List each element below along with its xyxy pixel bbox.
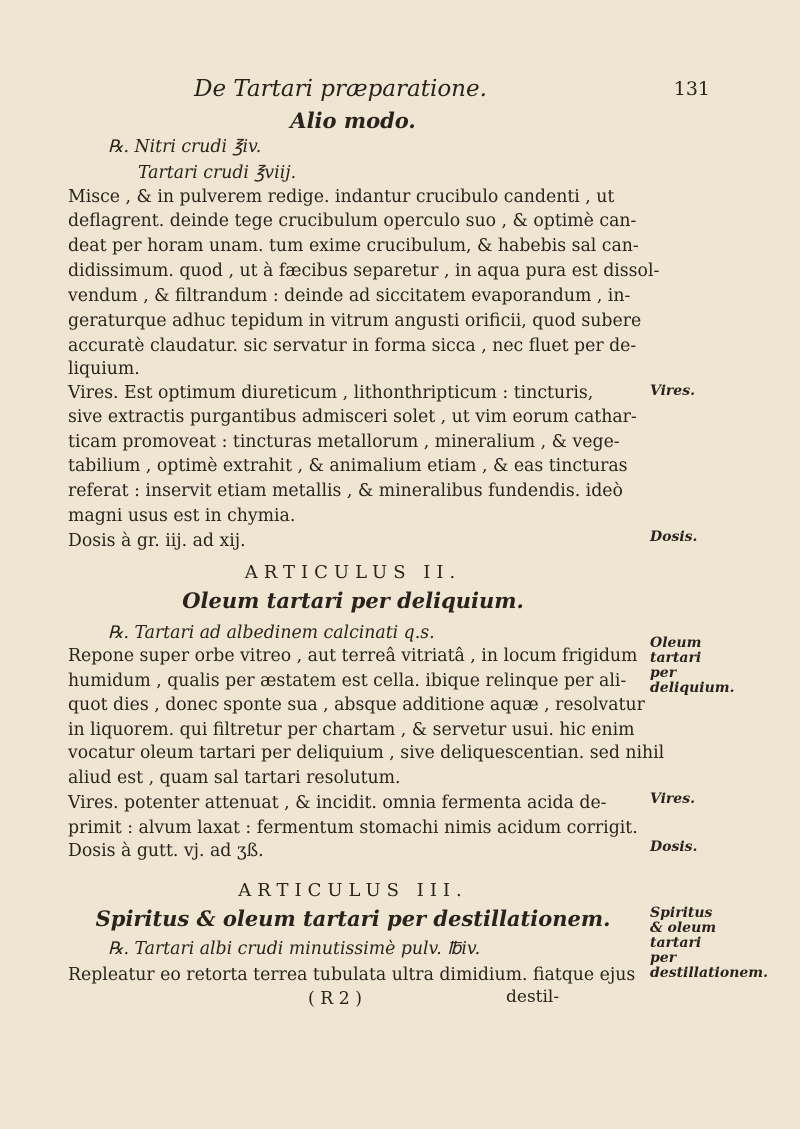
text-line: Dosis à gr. iij. ad xij.: [68, 531, 246, 551]
text-line: geraturque adhuc tepidum in vitrum angusti orificii, quod subere: [68, 311, 642, 331]
text-line: Vires. potenter attenuat , & incidit. omnia fermenta acida de-: [68, 793, 607, 813]
margin-note: Spiritus & oleum tartari per destillationem.: [650, 905, 768, 981]
recipe-line: ℞. Tartari ad albedinem calcinati q.s.: [108, 623, 435, 643]
margin-note: Vires.: [650, 791, 695, 807]
recipe-line: ℞. Nitri crudi ℥iv.: [108, 137, 262, 157]
text-line: didissimum. quod , ut à fæcibus separetur , in aqua pura est dissol-: [68, 261, 660, 281]
text-line: deflagrent. deinde tege crucibulum operculo suo , & optimè can-: [68, 211, 637, 231]
text-line: sive extractis purgantibus admisceri solet , ut vim eorum cathar-: [68, 407, 637, 427]
text-line: Misce , & in pulverem redige. indantur crucibulo candenti , ut: [68, 187, 615, 207]
text-line: accuratè claudatur. sic servatur in forma sicca , nec fluet per de-: [68, 336, 637, 356]
text-line: vocatur oleum tartari per deliquium , sive deliquescentian. sed nihil: [68, 743, 665, 763]
margin-note: Dosis.: [650, 839, 698, 855]
recipe-line: Tartari crudi ℥viij.: [138, 163, 297, 183]
margin-note: Oleum tartari per deliquium.: [650, 635, 735, 696]
catchword: destil-: [506, 987, 560, 1007]
text-line: humidum , qualis per æstatem est cella. ibique relinque per ali-: [68, 671, 627, 691]
text-line: Repone super orbe vitreo , aut terreâ vitriatâ , in locum frigidum: [68, 646, 638, 666]
text-line: magni usus est in chymia.: [68, 506, 296, 526]
margin-note: Vires.: [650, 383, 695, 399]
text-line: vendum , & filtrandum : deinde ad siccitatem evaporandum , in-: [68, 286, 631, 306]
text-line: deat per horam unam. tum exime crucibulum, & habebis sal can-: [68, 236, 639, 256]
running-title: De Tartari præparatione.: [194, 76, 487, 102]
section-heading: Spiritus & oleum tartari per destillationem.: [95, 906, 611, 931]
text-line: primit : alvum laxat : fermentum stomachi nimis acidum corrigit.: [68, 818, 638, 838]
section-heading: Alio modo.: [290, 108, 416, 133]
text-line: quot dies , donec sponte sua , absque additione aquæ , resolvatur: [68, 695, 645, 715]
recipe-line: ℞. Tartari albi crudi minutissimè pulv. ℔iv.: [108, 939, 481, 959]
signature-mark: ( R 2 ): [308, 989, 362, 1009]
text-line: tabilium , optimè extrahit , & animalium etiam , & eas tincturas: [68, 456, 628, 476]
text-line: Vires. Est optimum diureticum , lithonthripticum : tincturis,: [68, 383, 594, 403]
text-line: liquium.: [68, 359, 140, 379]
article-heading: ARTICULUS II.: [244, 562, 462, 583]
section-heading: Oleum tartari per deliquium.: [182, 588, 524, 613]
text-line: aliud est , quam sal tartari resolutum.: [68, 768, 401, 788]
text-line: in liquorem. qui filtretur per chartam , & servetur usui. hic enim: [68, 720, 635, 740]
text-line: ticam promoveat : tincturas metallorum , mineralium , & vege-: [68, 432, 620, 452]
page-number: 131: [673, 78, 710, 100]
running-header: [100, 76, 710, 106]
text-line: Dosis à gutt. vj. ad ʒß.: [68, 841, 264, 861]
margin-note: Dosis.: [650, 529, 698, 545]
article-heading: ARTICULUS III.: [238, 880, 468, 901]
text-line: referat : inservit etiam metallis , & mineralibus fundendis. ideò: [68, 481, 623, 501]
text-line: Repleatur eo retorta terrea tubulata ultra dimidium. fiatque ejus: [68, 965, 636, 985]
